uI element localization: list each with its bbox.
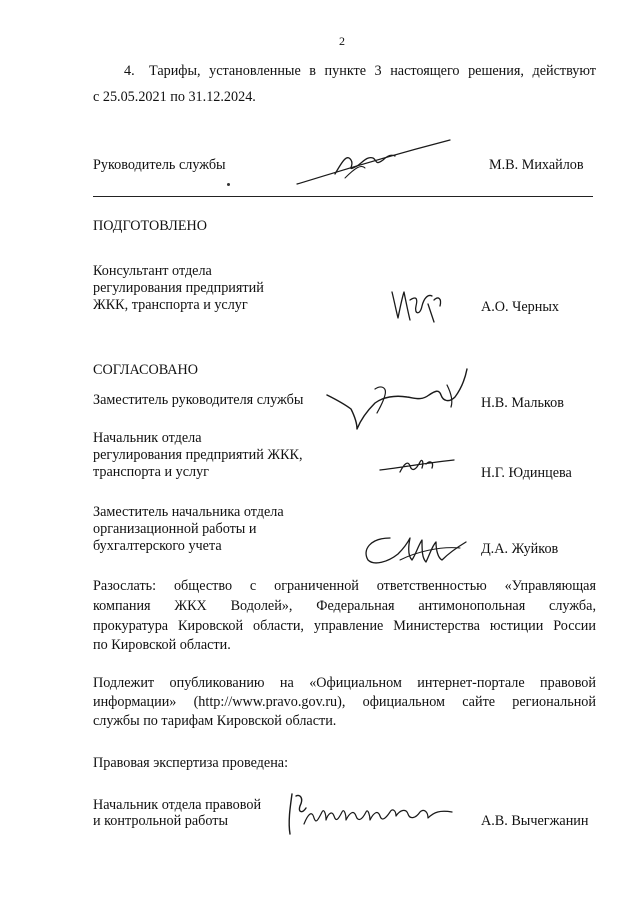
deputy-head-signature [325, 365, 475, 435]
deputy-dept-signature [360, 530, 470, 570]
dept-head-position-line1: Начальник отдела [93, 430, 202, 446]
deputy-head-position: Заместитель руководителя службы [93, 392, 304, 408]
prepared-position-line1: Консультант отдела [93, 263, 212, 279]
dept-head-name: Н.Г. Юдинцева [481, 465, 572, 481]
page-number: 2 [339, 34, 345, 48]
head-signature [295, 138, 455, 188]
deputy-dept-position-line1: Заместитель начальника отдела [93, 504, 284, 520]
prepared-position-line3: ЖКК, транспорта и услуг [93, 297, 248, 313]
distribution-line1: Разослать: общество с ограниченной ответственностью «Управляющая [93, 578, 596, 594]
publication-line1: Подлежит опубликованию на «Официальном интернет-портале правовой [93, 675, 596, 691]
legal-review-statement: Правовая экспертиза проведена: [93, 755, 289, 771]
deputy-dept-name: Д.А. Жуйков [481, 541, 559, 557]
signature-divider [93, 196, 593, 197]
dept-head-signature [378, 454, 458, 479]
legal-name: А.В. Вычегжанин [481, 813, 589, 829]
prepared-signature [388, 286, 448, 326]
dept-head-position-line3: транспорта и услуг [93, 464, 209, 480]
publication-line2: информации» (http://www.pravo.gov.ru), официальном сайте региональной [93, 694, 596, 710]
legal-position-line2: и контрольной работы [93, 813, 228, 829]
legal-signature [282, 790, 462, 840]
head-position: Руководитель службы [93, 157, 226, 173]
prepared-name: А.О. Черных [481, 299, 559, 315]
head-name: М.В. Михайлов [489, 157, 584, 173]
deputy-dept-position-line3: бухгалтерского учета [93, 538, 222, 554]
item4-line1: Тарифы, установленные в пункте 3 настоящего решения, действуют [149, 63, 596, 79]
prepared-position-line2: регулирования предприятий [93, 280, 264, 296]
distribution-line4: по Кировской области. [93, 637, 231, 653]
small-mark [227, 183, 230, 186]
item-number: 4. [124, 63, 135, 79]
distribution-line2: компания ЖКХ Водолей», Федеральная антимонопольная служба, [93, 598, 596, 614]
distribution-line3: прокуратура Кировской области, управление Министерства юстиции России [93, 618, 596, 634]
dept-head-position-line2: регулирования предприятий ЖКК, [93, 447, 303, 463]
item4-line2: с 25.05.2021 по 31.12.2024. [93, 89, 256, 105]
agreed-heading: СОГЛАСОВАНО [93, 362, 199, 378]
publication-line3: службы по тарифам Кировской области. [93, 713, 337, 729]
deputy-dept-position-line2: организационной работы и [93, 521, 257, 537]
prepared-heading: ПОДГОТОВЛЕНО [93, 218, 207, 234]
legal-position-line1: Начальник отдела правовой [93, 797, 262, 813]
deputy-head-name: Н.В. Мальков [481, 395, 564, 411]
